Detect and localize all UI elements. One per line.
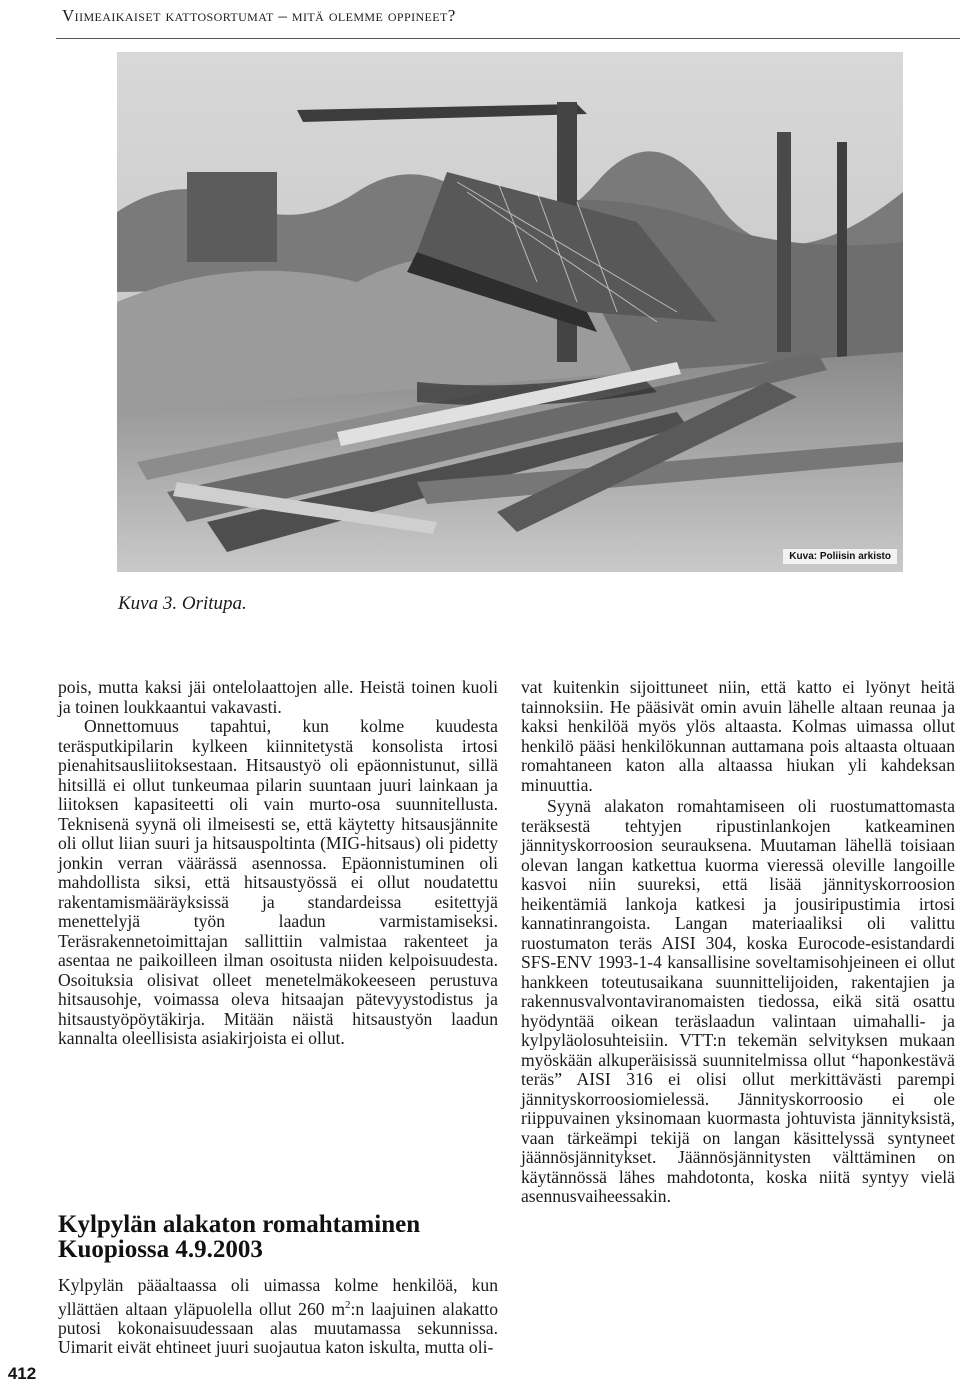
collapse-photo <box>117 52 903 572</box>
section-text-a: Kylpylän pääaltaassa oli uimassa kolme henkilöä, kun yllättäen altaan yläpuolella ollut 260 m <box>58 1275 498 1319</box>
right-paragraph-2: Syynä alakaton romahtamiseen oli ruostumattomasta teräksestä tehtyjen ripustinlankojen katkeaminen jännityskorroosion seurauksena. Muutaman lähellä toisiaan olevan langan katkettua kuorma vieressä oleville langoille kasvoi niin suureksi, että lisää jännityskorroosion heikentämiä lankoja katkesi ja jousiripustimia irtosi kannatinrangoista. Langan materiaaliksi oli valittu ruostumaton teräs AISI 304, koska Eurocode-esistandardi SFS-ENV 1993-1-4 kansallisine soveltamisohjeineen ei ollut hankkeen toteutusaikana suunnittelijoiden, rakentajien ja rakennusvalvontaviranomaisten tiedossa, eikä sitä osattu hyödyntää oikean teräslaadun valintaan uimahalli- ja kylpyläolosuhteisiin. VTT:n tekemän selvityksen mukaan myöskään alkuperäisissä suunnitelmissa ollut “haponkestävä teräs” AISI 316 ei olisi ollut merkittävästi parempi jännityskorroosiomielessä. Jännityskorroosio ei ole riippuvainen yksinomaan kuormasta johtuvista jännityksistä, vaan tärkeämpi tekijä on langan käsittelyssä syntyneet jäännösjännitykset. Jäännösjännitysten välttäminen on käytännössä lähes mahdotonta, koska niitä syntyy vielä asennusvaiheessakin. <box>521 796 955 1206</box>
left-paragraph-2: Onnettomuus tapahtui, kun kolme kuudesta teräsputkipilarin kylkeen kiinnitetystä konsolista irtosi pienahitsausliitoksestaan. Hitsaustyö oli epäonnistunut, sillä hitsillä ei ollut tunkeumaa pilarin suuntaan juuri lainkaan ja liitoksen kapasiteetti oli vain murto-osa suunnitellusta. Teknisenä syynä oli ilmeisesti se, että käytetty hitsausjännite oli ollut liian suuri ja hitsauspoltinta (MIG-hitsaus) oli pidetty jonkin verran väärässä asennossa. Epäonnistuminen oli mahdollista siksi, että hitsaustyössä ei ollut noudatettu rakentamismääräyksissä ja standardeissa esitettyjä menettelyjä työn laadun varmistamiseksi. Teräsrakennetoimittajan sallittiin valmistaa rakenteet ja asentaa ne paikoilleen ilman osoitusta niiden kelpoisuudesta. Osoituksia olisivat olleet menetelmäkokeeseen perustuva hitsausohje, voimassa oleva hitsaajan pätevyystodistus ja hitsaustyöpöytäkirja. Mitään näistä hitsaustyön laadun kannalta oleellisista asiakirjoista ei ollut. <box>58 716 498 1048</box>
section-heading: Kylpylän alakaton romahtaminen Kuopiossa 4.9.2003 <box>58 1211 421 1263</box>
collapse-photo-image <box>117 52 903 572</box>
section-text-b: :n laajuinen alakatto putosi kokonaisuudessaan alas muutamassa sekunnissa. Uimarit eivät ehtineet juuri suojautua katon iskulta, mutta oli- <box>58 1298 498 1358</box>
right-paragraph-1: vat kuitenkin sijoittuneet niin, että katto ei lyönyt heitä tainnoksiin. He pääsivät omin avuin lähelle altaan reunaa ja kaksi henkilöä myös ylös altaasta. Kolmas uimassa ollut henkilö pääsi henkilökunnan auttamana pois altaasta oltuaan romahtaneen katon alla altaassa hiukan yli kahdeksan minuuttia. <box>521 677 955 795</box>
photo-credit: Kuva: Poliisin arkisto <box>783 549 897 564</box>
header-rule <box>56 38 960 39</box>
page-number: 412 <box>7 1364 37 1383</box>
left-column <box>58 678 498 1049</box>
section-paragraph-1 <box>58 1276 498 1358</box>
running-head: Viimeaikaiset kattosortumat – mitä olemme oppineet? <box>62 6 456 25</box>
left-paragraph-1: pois, mutta kaksi jäi ontelolaattojen alle. Heistä toinen kuoli ja toinen loukkaantui vakavasti. <box>58 677 498 717</box>
section-body <box>58 1276 498 1358</box>
superscript-2: 2 <box>345 1298 351 1311</box>
right-column <box>521 678 955 1207</box>
figure-caption: Kuva 3. Oritupa. <box>118 593 247 614</box>
